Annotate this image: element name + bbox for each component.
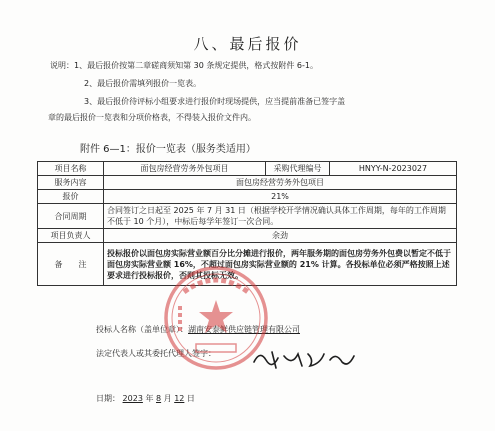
project-name-label: 项目名称: [38, 162, 104, 176]
date-day: 12: [174, 394, 185, 403]
procurement-no-value: HNYY-N-2023027: [330, 162, 457, 176]
remarks-value: 投标报价以面包房实际营业额百分比分摊进行报价，两年服务期的面包房劳务外包费以暂定不低于面包房实际营业额 16%，不超过面包房实际营业额的 21% 计算。各投标单位必须严格按照上述要求进行投标报价，否则其投标无效。: [104, 243, 457, 286]
note-line-1: 说明：1、最后报价按第二章磋商须知第 30 条规定提供，格式按附件 6-1。: [50, 61, 318, 70]
note-line-3b: 章的最后报价一览表和分项价格表，不得装入报价文件内。: [48, 113, 256, 122]
year-unit: 年: [145, 394, 154, 403]
handwritten-signature-icon: [250, 348, 360, 370]
manager-value: 余劲: [104, 229, 457, 243]
price-value: 21%: [104, 190, 457, 204]
date-line: [96, 393, 195, 404]
table-row: [38, 162, 457, 176]
manager-label: 项目负责人: [38, 229, 104, 243]
table-row: [38, 190, 457, 204]
date-month: 8: [156, 394, 162, 403]
table-subtitle: 附件 6—1：报价一览表（服务类适用）: [80, 144, 256, 155]
note-line-3a: 3、最后报价待评标小组要求进行报价时现场提供，应当提前准备已签字盖: [84, 97, 346, 106]
page-title: 八、最后报价: [193, 35, 302, 53]
period-label: 合同周期: [38, 204, 104, 229]
table-row: [38, 176, 457, 190]
price-label: 报价: [38, 190, 104, 204]
day-unit: 日: [186, 394, 195, 403]
period-value: 合同签订之日起至 2025 年 7 月 31 日（根据学校开学情况确认具体工作周期，每年的工作周期不低于 10 个月），中标后每学年签订一次合同。: [104, 204, 457, 229]
table-row: [38, 204, 457, 229]
service-label: 服务内容: [38, 176, 104, 190]
table-row: [38, 229, 457, 243]
note-line-2: 2、最后报价需填列报价一览表。: [84, 79, 202, 88]
service-value: 面包房经营劳务外包项目: [104, 176, 457, 190]
remarks-label: 备 注: [38, 243, 104, 286]
bidder-name: 湖南安泰鲜供应链管理有限公司: [188, 325, 300, 334]
representative-label: 法定代表人或其委托代理人签字：: [96, 349, 216, 358]
month-unit: 月: [163, 394, 172, 403]
project-name-value: 面包房经营劳务外包项目: [104, 162, 266, 176]
date-year: 2023: [122, 394, 143, 403]
date-label: 日期：: [96, 394, 120, 403]
procurement-no-label: 采购代理编号: [266, 162, 330, 176]
bidder-label: 投标人名称（盖单位章）：: [96, 325, 188, 334]
